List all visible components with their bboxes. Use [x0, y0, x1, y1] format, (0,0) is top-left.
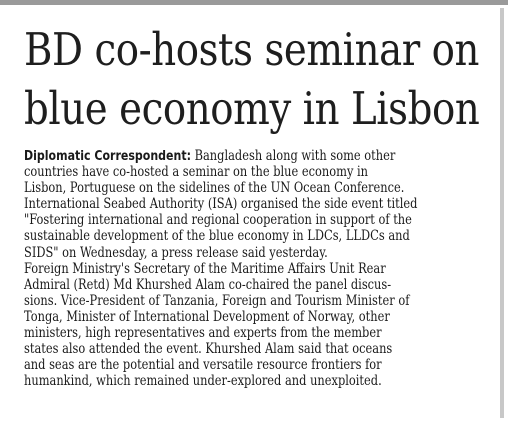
top-rule	[0, 0, 508, 5]
article-line: Admiral (Retd) Md Khurshed Alam co-chaired the panel discus-	[24, 276, 392, 293]
article-line: humankind, which remained under-explored and unexploited.	[24, 373, 382, 390]
article-line: Foreign Ministry's Secretary of the Maritime Affairs Unit Rear	[24, 260, 386, 277]
byline: Diplomatic Correspondent:	[24, 148, 191, 164]
article-line: countries have co-hosted a seminar on the blue economy in	[24, 164, 369, 181]
article-line: Lisbon, Portuguese on the sidelines of the UN Ocean Conference.	[24, 180, 405, 197]
article-line: Tonga, Minister of International Development of Norway, other	[24, 308, 390, 325]
article-line: and seas are the potential and versatile resource frontiers for	[24, 357, 382, 374]
article-body	[24, 148, 494, 389]
headline-line: BD co-hosts seminar on	[24, 23, 480, 76]
headline-line: blue economy in Lisbon	[24, 82, 480, 135]
article-first-line	[24, 148, 407, 164]
article-line: sustainable development of the blue economy in LDCs, LLDCs and	[24, 228, 410, 245]
column-rule	[500, 8, 504, 418]
article-line: "Fostering international and regional cooperation in support of the	[24, 212, 412, 229]
article-line: International Seabed Authority (ISA) organised the side event titled	[24, 196, 418, 213]
article-line: SIDS" on Wednesday, a press release said yesterday.	[24, 244, 328, 261]
headline	[24, 20, 480, 138]
article-line: ministers, high representatives and experts from the member	[24, 325, 382, 342]
article-line: sions. Vice-President of Tanzania, Foreign and Tourism Minister of	[24, 292, 410, 309]
article-text: Bangladesh along with some other	[190, 148, 396, 164]
article-line: states also attended the event. Khurshed Alam said that oceans	[24, 341, 393, 358]
